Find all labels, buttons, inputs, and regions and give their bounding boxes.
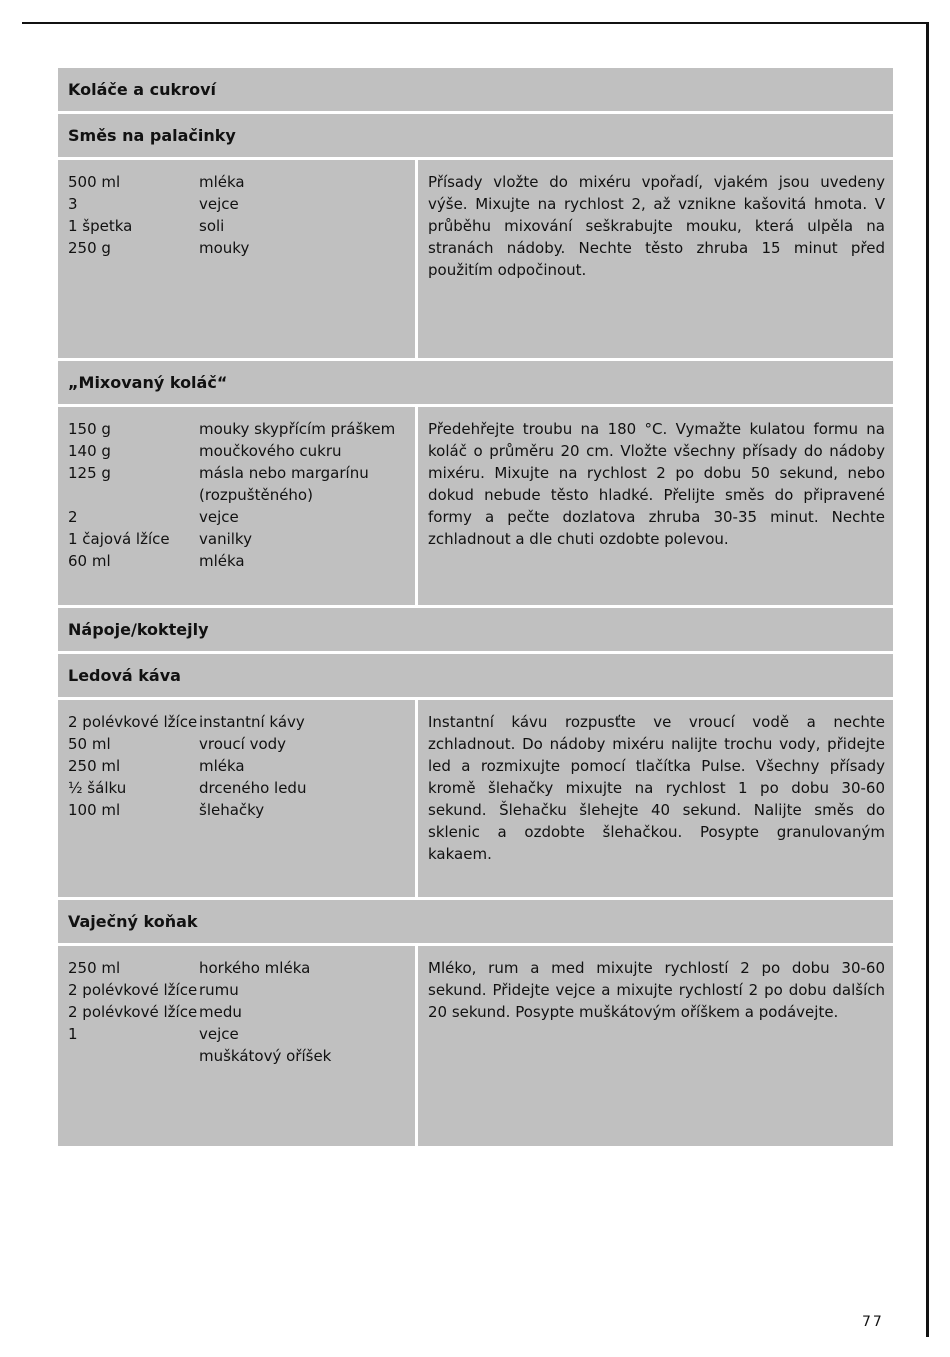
instructions-cell: Předehřejte troubu na 180 °C. Vymažte kulatou formu na koláč o průměru 20 cm. Vložte všechny přísady do nádoby mixéru. Mixujte na rychlost 2 po dobu 50 sekund, nebo dokud nebude těsto hladké. Přelijte směs do připravené formy a pečte dozlatova zhruba 30-35 minut. Nechte zchladnout a dle chuti ozdobte polevou. [418, 407, 893, 605]
recipe-row [58, 407, 893, 605]
ingredient-quantity: 1 [68, 1025, 78, 1043]
recipe-table [58, 68, 893, 1149]
ingredients-cell [58, 160, 415, 358]
recipe-row [58, 700, 893, 897]
recipe-row [58, 160, 893, 358]
ingredient-quantity: 2 polévkové lžíce [68, 1003, 198, 1021]
ingredient-line [68, 506, 405, 528]
right-rule [926, 22, 929, 1337]
ingredient-quantity [68, 1045, 199, 1067]
ingredients-cell [58, 700, 415, 897]
ingredient-name: šlehačky [199, 801, 265, 819]
ingredient-quantity: 60 ml [68, 552, 111, 570]
recipe-row [58, 946, 893, 1146]
ingredient-quantity: 2 [68, 508, 78, 526]
ingredient-name: vejce [199, 1025, 239, 1043]
ingredient-quantity: 50 ml [68, 735, 111, 753]
top-rule [22, 22, 929, 24]
ingredient-line [68, 799, 405, 821]
ingredient-line [68, 1023, 405, 1045]
ingredient-quantity: 3 [68, 195, 78, 213]
section-header: Vaječný koňak [58, 900, 893, 943]
ingredient-line [68, 550, 405, 572]
ingredient-quantity: 2 polévkové lžíce [68, 713, 198, 731]
ingredient-name: instantní kávy [199, 713, 305, 731]
ingredient-quantity: 100 ml [68, 801, 121, 819]
ingredient-name: mléka [199, 757, 245, 775]
ingredient-name: muškátový oříšek [199, 1047, 332, 1065]
ingredient-line [68, 215, 405, 237]
section-header: Nápoje/koktejly [58, 608, 893, 651]
ingredient-quantity: 1 špetka [68, 217, 133, 235]
section-header: Směs na palačinky [58, 114, 893, 157]
ingredient-line [68, 193, 405, 215]
page-number: 77 [862, 1314, 884, 1330]
ingredient-name: mléka [199, 173, 245, 191]
ingredient-name: horkého mléka [199, 959, 311, 977]
ingredient-name: mouky skypřícím práškem [199, 420, 396, 438]
section-header: Ledová káva [58, 654, 893, 697]
ingredient-line [68, 1001, 405, 1023]
ingredient-line [68, 1045, 405, 1067]
ingredient-quantity: 250 g [68, 239, 111, 257]
instructions-cell: Mléko, rum a med mixujte rychlostí 2 po dobu 30-60 sekund. Přidejte vejce a mixujte rychlostí 2 po dobu dalších 20 sekund. Posypte muškátovým oříškem a podávejte. [418, 946, 893, 1146]
ingredient-quantity: 250 ml [68, 959, 121, 977]
ingredient-quantity: 150 g [68, 420, 111, 438]
ingredient-quantity: 250 ml [68, 757, 121, 775]
ingredient-line [68, 711, 405, 733]
ingredient-name: rumu [199, 981, 239, 999]
section-header: „Mixovaný koláč“ [58, 361, 893, 404]
ingredient-quantity: 1 čajová lžíce [68, 530, 170, 548]
ingredient-line [68, 462, 405, 506]
instructions-cell: Přísady vložte do mixéru vpořadí, vjakém jsou uvedeny výše. Mixujte na rychlost 2, až vznikne kašovitá hmota. V průběhu mixování seškrabujte mouku, která ulpěla na stranách nádoby. Nechte těsto zhruba 15 minut před použitím odpočinout. [418, 160, 893, 358]
ingredients-cell [58, 407, 415, 605]
ingredient-quantity: 125 g [68, 464, 111, 482]
ingredient-line [68, 440, 405, 462]
ingredient-quantity: ½ šálku [68, 779, 127, 797]
ingredient-line [68, 777, 405, 799]
ingredient-name: soli [199, 217, 225, 235]
ingredient-line [68, 957, 405, 979]
ingredient-line [68, 418, 405, 440]
instructions-cell: Instantní kávu rozpusťte ve vroucí vodě a nechte zchladnout. Do nádoby mixéru nalijte trochu vody, přidejte led a rozmixujte pomocí tlačítka Pulse. Všechny přísady kromě šlehačky mixujte na rychlost 1 po dobu 30-60 sekund. Šlehačku šlehejte 40 sekund. Nalijte směs do sklenic a ozdobte šlehačkou. Posypte granulovaným kakaem. [418, 700, 893, 897]
ingredient-line [68, 755, 405, 777]
ingredient-name: medu [199, 1003, 242, 1021]
ingredient-line [68, 171, 405, 193]
section-header: Koláče a cukroví [58, 68, 893, 111]
ingredient-name: mléka [199, 552, 245, 570]
ingredient-name: másla nebo margarínu (rozpuštěného) [199, 464, 369, 504]
ingredient-name: vroucí vody [199, 735, 287, 753]
ingredient-line [68, 528, 405, 550]
ingredient-line [68, 237, 405, 259]
ingredient-name: vejce [199, 508, 239, 526]
ingredient-quantity: 2 polévkové lžíce [68, 981, 198, 999]
ingredient-name: drceného ledu [199, 779, 307, 797]
ingredient-name: mouky [199, 239, 250, 257]
ingredient-line [68, 733, 405, 755]
ingredient-name: vejce [199, 195, 239, 213]
ingredients-cell [58, 946, 415, 1146]
ingredient-line [68, 979, 405, 1001]
ingredient-quantity: 500 ml [68, 173, 121, 191]
ingredient-name: vanilky [199, 530, 252, 548]
ingredient-name: moučkového cukru [199, 442, 342, 460]
ingredient-quantity: 140 g [68, 442, 111, 460]
